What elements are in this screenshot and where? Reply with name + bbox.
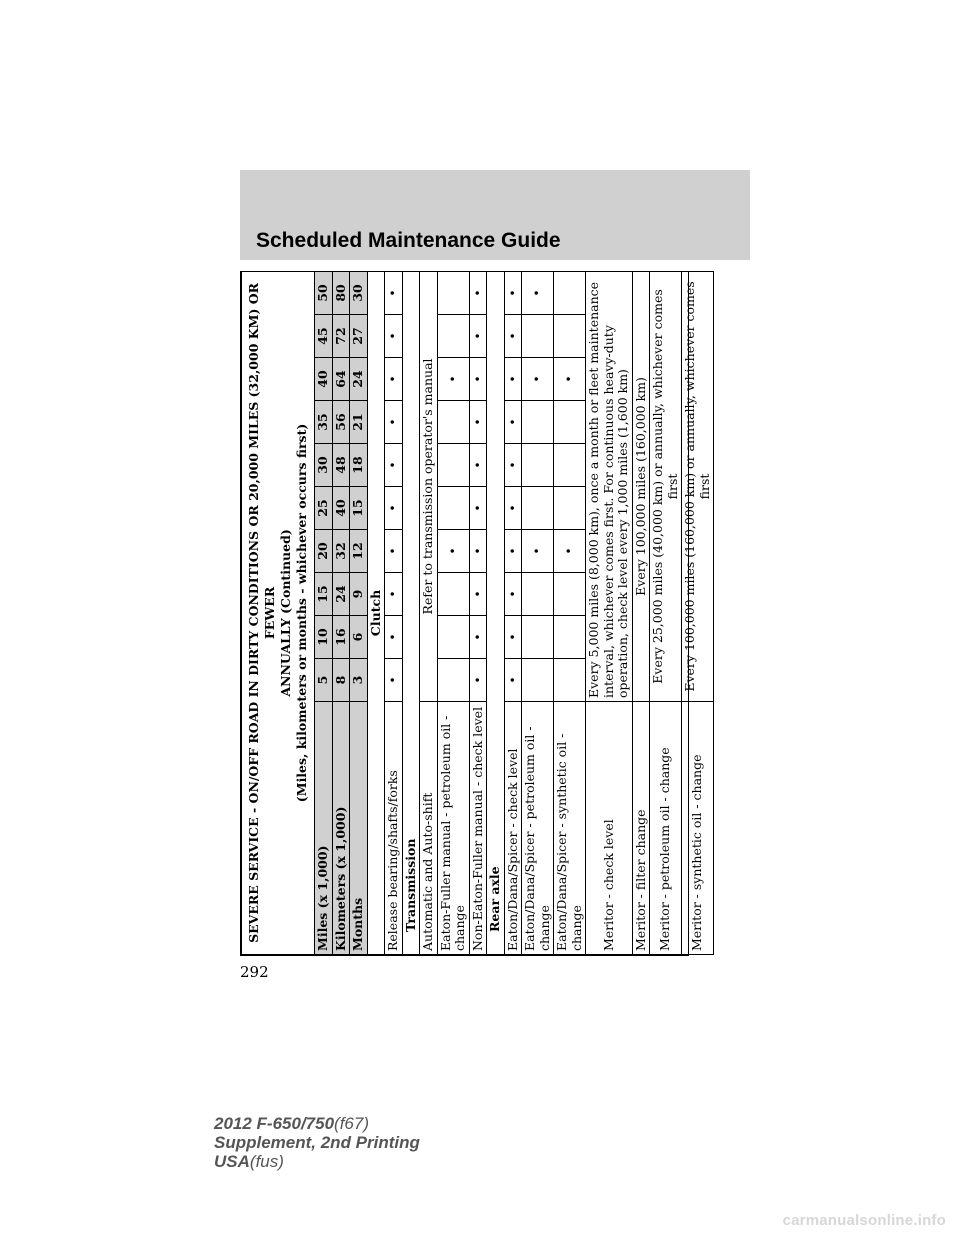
empty-cell	[554, 444, 586, 487]
row-label: Kilometers (x 1,000)	[332, 702, 350, 955]
cell: 9	[350, 573, 368, 616]
bullet: •	[504, 530, 522, 573]
bullet: •	[554, 530, 586, 573]
bullet: •	[469, 358, 487, 401]
item-label: Non-Eaton-Fuller manual - check level	[469, 702, 487, 955]
bullet: •	[469, 530, 487, 573]
empty-cell	[437, 401, 469, 444]
rotated-table-container	[241, 272, 712, 955]
bullet: •	[504, 659, 522, 702]
caption-line-3: (Miles, kilometers or months - whichever occurs first)	[294, 423, 309, 803]
bullet: •	[469, 659, 487, 702]
footer-region: USA	[214, 1152, 250, 1171]
cell: 56	[332, 401, 350, 444]
cell: 18	[350, 444, 368, 487]
empty-cell	[554, 487, 586, 530]
interval-note: Every 100,000 miles (160,000 km) or annually, whichever comes first	[682, 271, 714, 701]
item-label: Eaton/Dana/Spicer - petroleum oil - change	[522, 702, 554, 955]
table-row	[650, 271, 682, 954]
empty-cell	[522, 401, 554, 444]
cell: 16	[332, 616, 350, 659]
section-clutch: Clutch	[367, 271, 385, 954]
caption-line-2: ANNUALLY (Continued)	[278, 529, 293, 697]
cell: 64	[332, 358, 350, 401]
bullet: •	[469, 487, 487, 530]
empty-cell	[554, 616, 586, 659]
cell: 24	[332, 573, 350, 616]
empty-cell	[522, 487, 554, 530]
empty-cell	[522, 315, 554, 358]
empty-cell	[437, 487, 469, 530]
section-transmission: Transmission	[402, 271, 420, 954]
empty-cell	[554, 401, 586, 444]
section-rear-axle: Rear axle	[487, 271, 505, 954]
bullet: •	[385, 271, 403, 314]
cell: 5	[315, 659, 333, 702]
section-row	[487, 271, 505, 954]
caption-line-1: SEVERE SERVICE - ON/OFF ROAD IN DIRTY CONDITIONS OR 20,000 MILES (32,000 KM) OR FEWER	[246, 283, 277, 943]
page-number: 292	[240, 963, 269, 981]
footer-model-code: (f67)	[334, 1114, 370, 1133]
bullet: •	[385, 358, 403, 401]
cell: 8	[332, 659, 350, 702]
watermark: carmanualsonline.info	[782, 1212, 946, 1229]
bullet: •	[385, 401, 403, 444]
cell: 48	[332, 444, 350, 487]
cell: 25	[315, 487, 333, 530]
kilometers-row	[332, 271, 350, 954]
item-label: Meritor - petroleum oil - change	[650, 702, 682, 955]
table-caption	[242, 271, 315, 954]
bullet: •	[385, 530, 403, 573]
empty-cell	[437, 444, 469, 487]
cell: 40	[332, 487, 350, 530]
table-row	[554, 271, 586, 954]
table-row	[632, 271, 650, 954]
item-label: Meritor - check level	[586, 702, 633, 955]
table-row	[682, 271, 714, 954]
bullet: •	[504, 358, 522, 401]
bullet: •	[385, 616, 403, 659]
bullet: •	[437, 358, 469, 401]
cell: 72	[332, 315, 350, 358]
empty-cell	[522, 616, 554, 659]
cell: 45	[315, 315, 333, 358]
bullet: •	[522, 271, 554, 314]
empty-cell	[437, 616, 469, 659]
interval-note: Every 100,000 miles (160,000 km)	[632, 271, 650, 701]
cell: 27	[350, 315, 368, 358]
bullet: •	[385, 444, 403, 487]
bullet: •	[469, 315, 487, 358]
bullet: •	[469, 401, 487, 444]
interval-note: Every 5,000 miles (8,000 km), once a month or fleet maintenance interval, whichever comes first. For continuous heavy-duty operation, check level every 1,000 miles (1,600 km)	[586, 271, 633, 701]
footer-model: 2012 F-650/750	[214, 1114, 335, 1133]
bullet: •	[504, 315, 522, 358]
section-row	[367, 271, 385, 954]
empty-cell	[554, 659, 586, 702]
empty-cell	[437, 315, 469, 358]
item-label: Release bearing/shafts/forks	[385, 702, 403, 955]
item-label: Eaton/Dana/Spicer - check level	[504, 702, 522, 955]
row-label: Months	[350, 702, 368, 955]
table-row	[437, 271, 469, 954]
interval-note: Refer to transmission operator's manual	[420, 271, 438, 701]
empty-cell	[437, 271, 469, 314]
empty-cell	[522, 444, 554, 487]
empty-cell	[522, 573, 554, 616]
cell: 20	[315, 530, 333, 573]
cell: 10	[315, 616, 333, 659]
bullet: •	[469, 444, 487, 487]
table-row	[385, 271, 403, 954]
empty-cell	[522, 659, 554, 702]
item-label: Eaton/Dana/Spicer - synthetic oil - change	[554, 702, 586, 955]
table-row	[469, 271, 487, 954]
empty-cell	[554, 271, 586, 314]
severe-service-table	[241, 271, 714, 955]
bullet: •	[469, 616, 487, 659]
cell: 21	[350, 401, 368, 444]
cell: 40	[315, 358, 333, 401]
table-row	[504, 271, 522, 954]
footer-line-2: Supplement, 2nd Printing	[214, 1133, 420, 1152]
footer-line-1	[214, 1114, 420, 1133]
miles-row	[315, 271, 333, 954]
cell: 30	[315, 444, 333, 487]
empty-cell	[554, 315, 586, 358]
item-label: Automatic and Auto-shift	[420, 702, 438, 955]
bullet: •	[385, 315, 403, 358]
bullet: •	[437, 530, 469, 573]
maintenance-table-frame	[240, 271, 712, 956]
bullet: •	[504, 271, 522, 314]
cell: 24	[350, 358, 368, 401]
months-row	[350, 271, 368, 954]
bullet: •	[469, 573, 487, 616]
cell: 12	[350, 530, 368, 573]
bullet: •	[469, 271, 487, 314]
cell: 15	[350, 487, 368, 530]
bullet: •	[385, 659, 403, 702]
cell: 32	[332, 530, 350, 573]
cell: 6	[350, 616, 368, 659]
row-label: Miles (x 1,000)	[315, 702, 333, 955]
empty-cell	[554, 573, 586, 616]
item-label: Meritor - synthetic oil - change	[682, 702, 714, 955]
bullet: •	[504, 444, 522, 487]
section-row	[402, 271, 420, 954]
table-row	[586, 271, 633, 954]
footer	[214, 1114, 420, 1171]
bullet: •	[522, 358, 554, 401]
cell: 50	[315, 271, 333, 314]
footer-region-code: (fus)	[249, 1152, 284, 1171]
item-label: Meritor - filter change	[632, 702, 650, 955]
interval-note: Every 25,000 miles (40,000 km) or annually, whichever comes first	[650, 271, 682, 701]
cell: 30	[350, 271, 368, 314]
table-row	[522, 271, 554, 954]
bullet: •	[504, 573, 522, 616]
bullet: •	[385, 573, 403, 616]
cell: 15	[315, 573, 333, 616]
footer-line-3	[214, 1152, 420, 1171]
item-label: Eaton-Fuller manual - petroleum oil - change	[437, 702, 469, 955]
bullet: •	[504, 616, 522, 659]
table-row	[420, 271, 438, 954]
bullet: •	[504, 401, 522, 444]
bullet: •	[504, 487, 522, 530]
bullet: •	[554, 358, 586, 401]
bullet: •	[522, 530, 554, 573]
page-title: Scheduled Maintenance Guide	[256, 229, 561, 252]
cell: 35	[315, 401, 333, 444]
empty-cell	[437, 573, 469, 616]
empty-cell	[437, 659, 469, 702]
bullet: •	[385, 487, 403, 530]
cell: 80	[332, 271, 350, 314]
cell: 3	[350, 659, 368, 702]
